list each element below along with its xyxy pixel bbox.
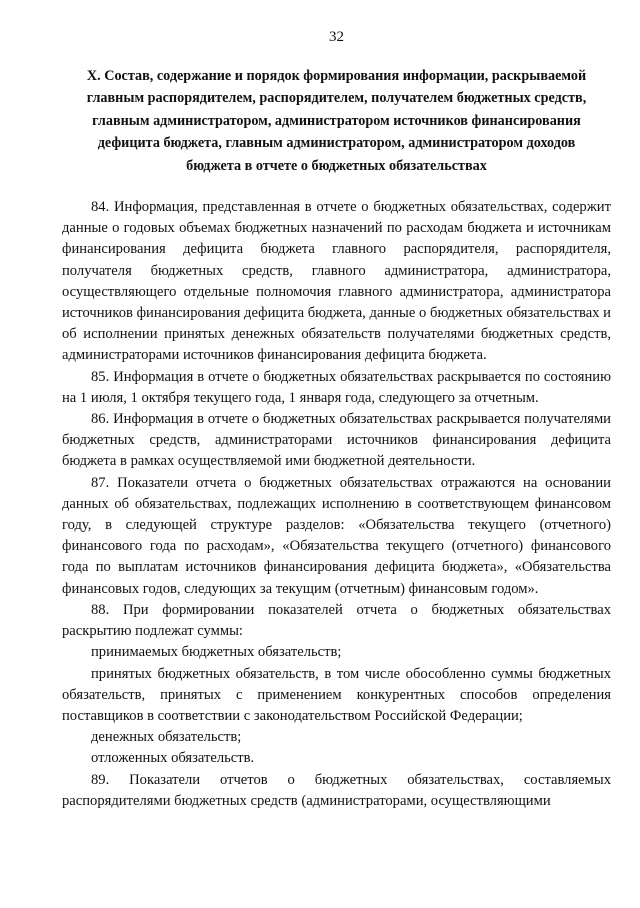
list-item-taken-obligations: принятых бюджетных обязательств, в том числе обособленно суммы бюджетных обязательств, принятых с применением конкурентных способов определения поставщиков в соответствии с законодательством Российской Федерации; [62,665,611,724]
section-title-line: главным администратором, администратором источников финансирования [92,112,581,129]
paragraph-85: 85. Информация в отчете о бюджетных обязательствах раскрывается по состоянию на 1 июля, 1 октября текущего года, 1 января года, следующего за отчетным. [62,368,611,406]
paragraph-86: 86. Информация в отчете о бюджетных обязательствах раскрывается получателями бюджетных средств, администраторами источников финансирования дефицита бюджета в рамках осуществляемой ими бюджетной деятельности. [62,411,611,470]
section-title-line: X. Состав, содержание и порядок формирования информации, раскрываемой [86,68,587,84]
body-text [62,197,611,812]
list-item-deferred-obligations: отложенных обязательств. [91,750,255,767]
page-number: 32 [329,29,344,45]
paragraph-87: 87. Показатели отчета о бюджетных обязательствах отражаются на основании данных об обязательствах, подлежащих исполнению в соответствующем финансовом году, в следующей структуре разделов: «Обязательства текущего (отчетного) финансового года по расходам», «Обязательства текущего (отчетного) финансового года по выплатам источников финансирования дефицита бюджета», «Обязательства финансовых годов, следующих за текущим (отчетным) финансовым годом». [62,474,611,597]
section-title-line: бюджета в отчете о бюджетных обязательствах [186,157,487,174]
paragraph-84: 84. Информация, представленная в отчете о бюджетных обязательствах, содержит данные о годовых объемах бюджетных назначений по расходам бюджета и источникам финансирования дефицита бюджета главного распорядителя, распорядителя, получателя бюджетных средств, главного администратора, администратора, осуществляющего отдельные полномочия главного администратора, администратора источников финансирования дефицита бюджета, данные о бюджетных обязательствах и об исполнении принятых денежных обязательств получателями бюджетных средств, администраторами источников финансирования дефицита бюджета. [62,199,611,364]
section-title-line: дефицита бюджета, главным администратором, администратором доходов [97,135,576,152]
section-title [62,65,611,177]
paragraph-89: 89. Показатели отчетов о бюджетных обязательствах, составляемых распорядителями бюджетных средств (администраторами, осуществляющими [62,771,611,809]
paragraph-88: 88. При формировании показателей отчета о бюджетных обязательствах раскрытию подлежат суммы: [62,601,611,640]
list-item-monetary-obligations: денежных обязательств; [91,729,242,746]
list-item-accepted-obligations: принимаемых бюджетных обязательств; [91,644,342,661]
section-title-line: главным распорядителем, распорядителем, получателем бюджетных средств, [86,90,587,107]
